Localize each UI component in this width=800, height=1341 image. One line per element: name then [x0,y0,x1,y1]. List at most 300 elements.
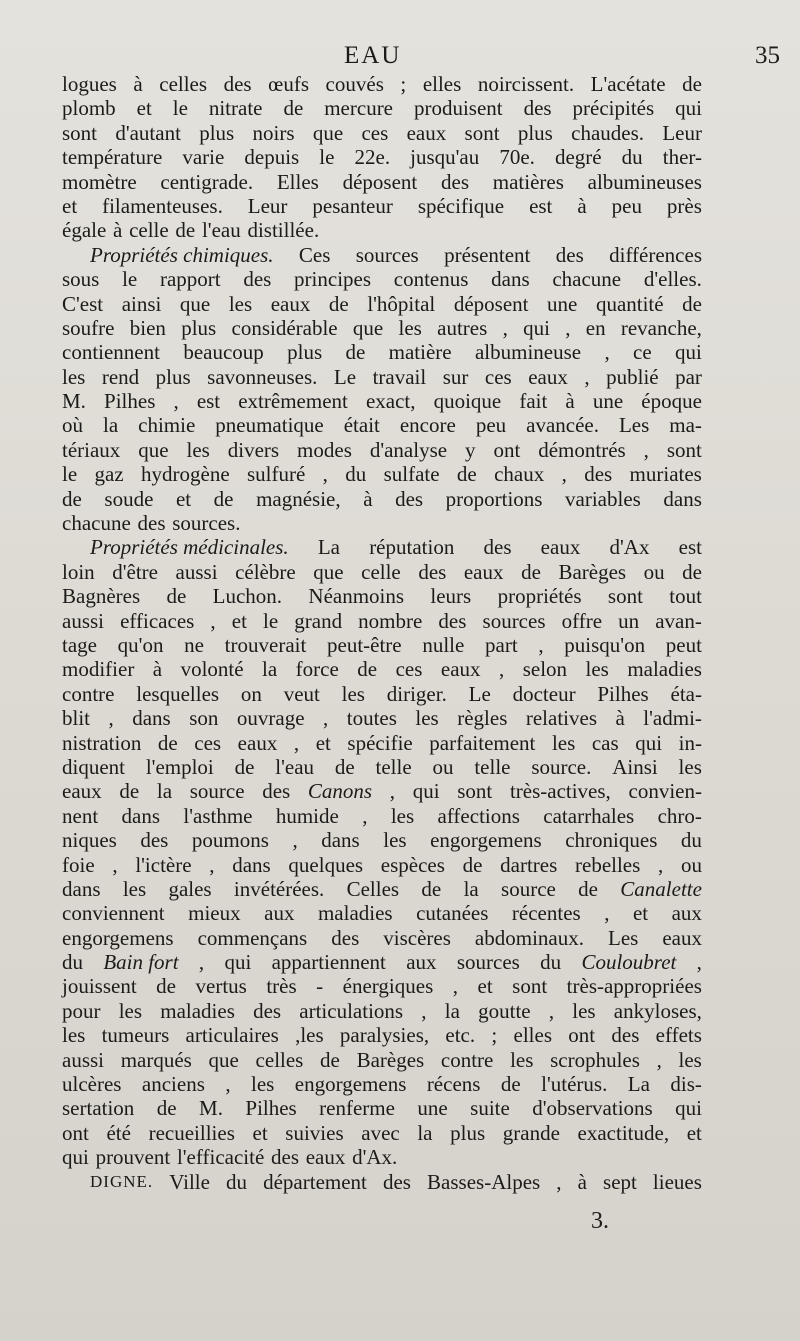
word: était [343,413,380,438]
word: l'efficacité [176,1145,265,1170]
word: que [208,1047,239,1072]
word: du [680,828,702,853]
word: dans [321,828,360,853]
word: humide [275,803,339,828]
word: parfaitement [429,730,536,755]
text-line [62,170,702,194]
word: avan- [655,608,702,633]
word: M. [199,1096,223,1121]
word: distillée. [247,218,320,243]
word: varie [182,145,225,170]
word: de [234,754,255,779]
word: de [462,852,483,877]
word: grande [502,1120,560,1145]
text-line [62,389,702,413]
word: loin [62,559,95,584]
word: commençans [197,925,308,950]
word: sulfate [383,462,440,487]
word: époque [641,389,702,414]
word: modifier [62,657,135,682]
word: principes [294,267,372,292]
word: ainsi [121,291,162,316]
word: très-actives, [509,779,611,804]
word: albumineuse [474,340,582,365]
word: elles [513,1023,552,1048]
text-line [62,779,702,803]
word: des [137,511,166,536]
word: eaux [540,535,581,560]
word: Les [608,925,639,950]
word: des [223,72,252,96]
word: des [584,462,613,487]
word: leurs [430,584,472,609]
word: paralysies, [339,1023,430,1048]
running-head [0,42,800,70]
word: sont [62,120,98,145]
word: renferme [319,1096,395,1121]
word: Pilhes [245,1096,297,1121]
word: et [252,1120,268,1145]
word: , [225,1072,231,1097]
word: , [292,828,298,853]
word: exactitude, [577,1120,670,1145]
word: revanche, [620,315,702,340]
word: dans [121,803,161,828]
word: à [577,1169,587,1194]
word: tout [669,584,702,609]
text-line [62,682,702,706]
word: dans [491,267,530,292]
word: quoique [433,389,502,414]
word: , [210,608,216,633]
word: , [556,1169,562,1194]
text-line [62,96,702,120]
word: elles [422,72,462,96]
word: noircissent. [477,72,575,96]
word: les [510,1047,534,1072]
word: plus [155,364,191,389]
word: les [415,706,439,731]
word: albumineuses [587,169,702,194]
word: ouvrage [236,706,305,731]
word: eaux [237,730,278,755]
word: ou [680,852,702,877]
word: effets [655,1023,702,1048]
word: poumons [191,828,269,853]
word: célèbre [235,559,296,584]
word: qui [523,315,550,340]
word: , [561,462,567,487]
word: articulations [299,998,404,1023]
word: Néanmoins [308,584,405,609]
word: Pilhes [104,389,156,414]
word: celle [129,218,169,243]
word: en [585,315,606,340]
word: celles [255,1047,304,1072]
word: sont [666,437,702,462]
word: Couloubret [581,950,677,975]
word: pour [62,998,101,1023]
word: une [547,291,578,316]
word: les [551,730,576,755]
word: sont [464,120,500,145]
word: que [138,437,169,462]
word: dans [62,876,101,901]
word: invétérées. [233,876,325,901]
word: des [395,486,424,511]
word: Ville [169,1169,210,1194]
word: Propriétés médicinales. [90,535,289,560]
word: maladies [160,998,235,1023]
word: affections [437,803,520,828]
word: sulfuré [246,462,306,487]
word: réputation [369,535,455,560]
word: rapport [159,267,221,292]
word: énergiques [342,974,434,999]
word: telle [375,754,412,779]
word: et [62,193,78,218]
text-line [62,438,702,462]
word: l'admi- [643,706,702,731]
word: Barèges [356,1047,425,1072]
word: engorgemens [294,1072,407,1097]
word: rend [101,364,140,389]
word: ont [568,1023,596,1048]
word: la [444,998,460,1023]
word: trouverait [224,632,307,657]
word: y [465,437,476,462]
word: de [62,486,82,511]
word: veut [283,681,320,706]
word: goutte [478,998,531,1023]
word: présentent [444,242,531,267]
word: les [118,998,143,1023]
word: le [172,96,188,121]
word: peu [475,413,507,438]
word: de [682,559,702,584]
word: les [390,803,415,828]
word: muriates [629,462,702,487]
word: l'emploi [145,754,214,779]
word: les [122,876,147,901]
word: de [521,559,541,584]
word: ont [62,1120,89,1145]
text-line [62,316,702,340]
word: DIGNE. [90,1171,154,1191]
word: couvés [325,72,384,96]
word: nombre [358,608,423,633]
word: Le [333,364,357,389]
word: le [122,267,138,292]
word: Pilhes [597,681,649,706]
word: produisent [413,96,503,121]
word: puisqu'on [564,632,646,657]
word: selon [522,657,568,682]
word: plus [517,120,553,145]
word: les [678,1047,702,1072]
word: ,les [295,1023,324,1048]
word: eaux [440,657,481,682]
word: de [345,340,366,365]
word: du [226,1169,248,1194]
word: L'acétate [590,72,666,96]
word: , [658,852,664,877]
word: , [362,803,368,828]
word: à [615,706,625,731]
word: blit [62,706,91,731]
text-line [62,706,702,730]
word: viscères [383,925,451,950]
word: fait [519,389,548,414]
word: ces [395,657,423,682]
word: aussi [175,559,218,584]
word: sont [512,974,548,999]
text-line [62,926,702,950]
word: du [345,462,367,487]
word: déposent [453,291,529,316]
word: dartres [500,852,558,877]
word: qui [62,1145,89,1170]
word: égale [62,218,107,243]
word: matière [388,340,452,365]
word: suite [470,1096,510,1121]
text-line [62,584,702,608]
word: chaudes. [571,120,645,145]
word: divers [227,437,280,462]
word: avancée. [526,413,599,438]
word: les [585,657,609,682]
word: le [319,145,335,170]
word: contenus [393,267,469,292]
word: Ces [298,242,331,267]
word: soufre [62,315,115,340]
text-line [62,1121,702,1145]
word: chimie [138,413,196,438]
text-line [62,511,702,535]
word: de [156,974,176,999]
word: , [209,852,215,877]
word: plus [181,315,217,340]
word: filamenteuses. [102,193,223,218]
word: noirs [252,120,295,145]
word: tage [62,632,97,657]
text-line [62,194,702,218]
word: exact, [365,389,416,414]
word: sont [607,584,643,609]
word: à [152,657,163,682]
signature-mark: 3. [591,1208,609,1234]
word: quantité [595,291,664,316]
word: ankyloses, [613,998,702,1023]
word: œufs [268,72,309,96]
word: contre [62,681,115,706]
word: cas [591,730,619,755]
word: qui [224,950,252,975]
word: chroniques [565,828,658,853]
word: , [565,315,571,340]
word: où [62,413,83,438]
word: dans [663,486,702,511]
word: de [456,462,477,487]
word: nitrate [208,96,263,121]
text-line [62,292,702,316]
word: plus [199,120,235,145]
text-line [62,804,702,828]
body-text [62,72,702,1194]
word: récentes [511,901,581,926]
word: docteur [512,681,576,706]
word: travail [372,364,427,389]
text-line [62,1023,702,1047]
word: volonté [180,657,244,682]
word: , [502,315,508,340]
word: les [251,1072,275,1097]
word: recueillies [148,1120,235,1145]
word: de [119,779,140,804]
word: beaucoup [183,340,264,365]
word: chacune [62,511,131,536]
word: tumeurs [101,1023,170,1048]
word: ces [484,364,512,389]
word: des [483,535,512,560]
word: l'asthme [183,803,253,828]
text-line [62,633,702,657]
word: aux [406,950,437,975]
word: et [686,1120,702,1145]
text-line [62,1096,702,1120]
word: dans [232,852,271,877]
word: des [555,242,584,267]
word: momètre [62,169,137,194]
word: , [293,730,300,755]
word: , [604,901,610,926]
word: degré [554,145,602,170]
word: aux [264,901,295,926]
text-line [62,72,702,96]
word: ne [184,632,204,657]
word: les [186,437,210,462]
text-line [62,755,702,779]
word: l'ictère [135,852,192,877]
word: encore [399,413,456,438]
word: , [499,657,505,682]
word: part [485,632,518,657]
word: eaux [528,364,568,389]
word: eaux [463,559,504,584]
word: , [604,340,610,365]
word: La [317,535,341,560]
word: est [196,389,221,414]
word: source [501,876,556,901]
word: des [418,559,447,584]
word: ulcères [62,1072,122,1097]
word: , [323,706,329,731]
word: les [383,828,407,853]
word: Leur [247,193,288,218]
word: , [173,389,179,414]
word: de [156,1096,177,1121]
word: Propriétés chimiques. [90,242,274,267]
word: sources. [172,511,241,536]
word: Bagnères [62,584,141,609]
word: 70e. [499,145,535,170]
word: celles [159,72,208,96]
word: est [529,193,553,218]
word: la [102,413,119,438]
word: celle [361,559,401,584]
word: les [62,1023,86,1048]
word: à [565,389,575,414]
word: le [62,462,78,487]
word: différences [609,242,702,267]
word: suivies [285,1120,344,1145]
text-line [62,487,702,511]
word: déposent [342,169,418,194]
text-line [62,1072,702,1096]
word: plus [287,340,323,365]
word: de [357,657,378,682]
word: les [341,681,365,706]
word: contiennent [62,340,160,365]
word: et [632,901,649,926]
word: force [295,657,339,682]
word: la [417,1120,433,1145]
word: Luchon. [212,584,283,609]
word: Leur [662,120,702,145]
word: d'observations [532,1096,653,1121]
word: logues [62,72,117,96]
word: l'eau [275,754,315,779]
word: chacune [552,267,622,292]
word: nistration [62,730,142,755]
word: des [331,925,360,950]
word: modes [297,437,352,462]
word: diquent [62,754,125,779]
word: qui [675,1096,702,1121]
word: des [253,998,282,1023]
word: La [627,1072,650,1097]
word: récens [426,1072,481,1097]
word: aussi [62,1047,104,1072]
word: Bain fort [103,950,179,975]
word: les [572,998,596,1023]
text-line [62,145,702,169]
word: engorgemens [62,925,174,950]
word: diriger. [386,681,447,706]
word: maladies [627,657,702,682]
text-line [62,365,702,389]
word: de [682,72,702,96]
word: ou [643,559,665,584]
word: , [452,974,458,999]
text-line [62,731,702,755]
word: articulaires [185,1023,279,1048]
word: que [352,315,384,340]
word: ces [194,730,222,755]
word: toutes [346,706,397,731]
text-line [62,267,702,291]
word: pesanteur [312,193,393,218]
word: grand [294,608,343,633]
word: source [189,779,245,804]
word: in- [678,730,702,755]
word: soude [104,486,154,511]
word: source. [531,754,592,779]
word: qui [675,340,702,365]
word: sertation [62,1096,135,1121]
word: démontrés [538,437,626,462]
word: qui [635,730,663,755]
